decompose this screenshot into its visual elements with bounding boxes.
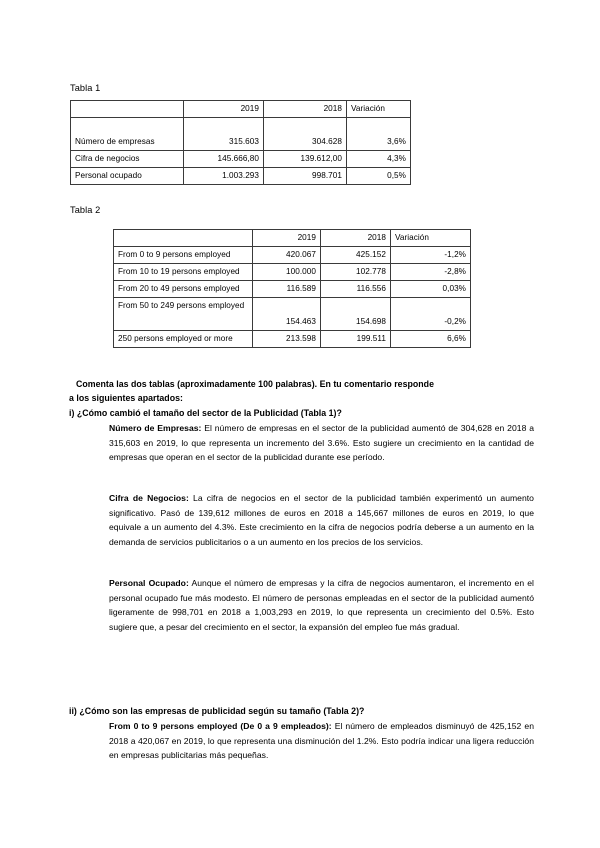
- table2-row2-variacion: 0,03%: [391, 281, 471, 298]
- table2-header-variacion: Variación: [391, 230, 471, 247]
- table1-row0-2019: 315.603: [184, 118, 264, 151]
- table2-row0-2018: 425.152: [321, 247, 391, 264]
- table2-row3-2019: 154.463: [253, 298, 321, 331]
- table1-header-variacion: Variación: [347, 101, 411, 118]
- prompt-line-2: a los siguientes apartados:: [69, 393, 183, 403]
- table-row: [114, 331, 471, 348]
- table1-row2-variacion: 0,5%: [347, 168, 411, 185]
- para-text-numero-empresas: El número de empresas en el sector de la publicidad aumentó de 304,628 en 2018 a 315,603 en 2019, lo que representa un incremento del 3.6%. Esto sugiere un crecimiento en la cantidad de empresas que operan en el sector de la publicidad durante ese período.: [109, 423, 534, 463]
- table1-row1-2018: 139.612,00: [264, 151, 347, 168]
- table2-row1-label: From 10 to 19 persons employed: [114, 264, 253, 281]
- table2-header-blank: [114, 230, 253, 247]
- table1-header-row: [71, 101, 411, 118]
- table1: [70, 100, 411, 185]
- table-row: [114, 281, 471, 298]
- para-text-personal-ocupado: Aunque el número de empresas y la cifra de negocios aumentaron, el incremento en el personal ocupado fue más modesto. El número de personas empleadas en el sector de la publicidad aumentó ligeramente de 998,701 en 2018 a 1,003,293 en 2019, lo que representa un crecimiento del 0.5%. Esto sugiere que, a pesar del crecimiento en el sector, la expansión del empleo fue más gradual.: [109, 578, 534, 632]
- section-i-paragraph-numero-empresas: [109, 421, 534, 465]
- table1-header-blank: [71, 101, 184, 118]
- table1-row0-variacion: 3,6%: [347, 118, 411, 151]
- section-i-heading: i) ¿Cómo cambió el tamaño del sector de la Publicidad (Tabla 1)?: [69, 408, 342, 418]
- table1-header-2018: 2018: [264, 101, 347, 118]
- table2-header-2019: 2019: [253, 230, 321, 247]
- para-label-cifra-negocios: Cifra de Negocios:: [109, 493, 189, 503]
- para-label-personal-ocupado: Personal Ocupado:: [109, 578, 189, 588]
- table-row: [114, 298, 471, 331]
- prompt-line-1: Comenta las dos tablas (aproximadamente 100 palabras). En tu comentario responde: [76, 379, 434, 389]
- table-row: [71, 118, 411, 151]
- table-row: [114, 247, 471, 264]
- table2-row4-variacion: 6,6%: [391, 331, 471, 348]
- table2-row1-variacion: -2,8%: [391, 264, 471, 281]
- table2-row1-2018: 102.778: [321, 264, 391, 281]
- table2-row3-label: From 50 to 249 persons employed: [114, 298, 253, 331]
- table2-row2-label: From 20 to 49 persons employed: [114, 281, 253, 298]
- table2-header-2018: 2018: [321, 230, 391, 247]
- table1-row1-variacion: 4,3%: [347, 151, 411, 168]
- table1-row0-label: Número de empresas: [71, 118, 184, 151]
- table2-row2-2018: 116.556: [321, 281, 391, 298]
- table2-row0-2019: 420.067: [253, 247, 321, 264]
- table1-row1-2019: 145.666,80: [184, 151, 264, 168]
- section-i-paragraph-personal-ocupado: [109, 576, 534, 634]
- section-ii-paragraph-0-9-employed: [109, 719, 534, 763]
- section-ii-heading: ii) ¿Cómo son las empresas de publicidad según su tamaño (Tabla 2)?: [69, 706, 365, 716]
- table2-row4-2019: 213.598: [253, 331, 321, 348]
- table-row: [114, 264, 471, 281]
- para-label-0-9-employed: From 0 to 9 persons employed (De 0 a 9 empleados):: [109, 721, 332, 731]
- table2-row2-2019: 116.589: [253, 281, 321, 298]
- table2-row4-label: 250 persons employed or more: [114, 331, 253, 348]
- table1-row1-label: Cifra de negocios: [71, 151, 184, 168]
- para-label-numero-empresas: Número de Empresas:: [109, 423, 202, 433]
- table1-row0-2018: 304.628: [264, 118, 347, 151]
- table1-row2-2019: 1.003.293: [184, 168, 264, 185]
- table1-header-2019: 2019: [184, 101, 264, 118]
- table2-caption: Tabla 2: [70, 205, 101, 215]
- para-text-cifra-negocios: La cifra de negocios en el sector de la publicidad también experimentó un aumento significativo. Pasó de 139,612 millones de euros en 2018 a 145,667 millones de euros en 2019, lo que equivale a un aumento del 4.3%. Este crecimiento en la cifra de negocios podría deberse a un aumento en la demanda de servicios publicitarios o a un aumento en los precios de los servicios.: [109, 493, 534, 547]
- section-i-paragraph-cifra-negocios: [109, 491, 534, 549]
- table2-row3-2018: 154.698: [321, 298, 391, 331]
- table-row: [71, 168, 411, 185]
- table1-row2-label: Personal ocupado: [71, 168, 184, 185]
- table-row: [71, 151, 411, 168]
- table1-caption: Tabla 1: [70, 83, 101, 93]
- table2-header-row: [114, 230, 471, 247]
- table2-row1-2019: 100.000: [253, 264, 321, 281]
- table2-row4-2018: 199.511: [321, 331, 391, 348]
- table1-row2-2018: 998.701: [264, 168, 347, 185]
- table2: [113, 229, 471, 348]
- table2-row0-label: From 0 to 9 persons employed: [114, 247, 253, 264]
- table2-row0-variacion: -1,2%: [391, 247, 471, 264]
- table2-row3-variacion: -0,2%: [391, 298, 471, 331]
- para-text-0-9-employed: El número de empleados disminuyó de 425,152 en 2018 a 420,067 en 2019, lo que representa una disminución del 1.2%. Esto podría indicar una ligera reducción en empresas publicitarias más pequeñas.: [109, 721, 534, 761]
